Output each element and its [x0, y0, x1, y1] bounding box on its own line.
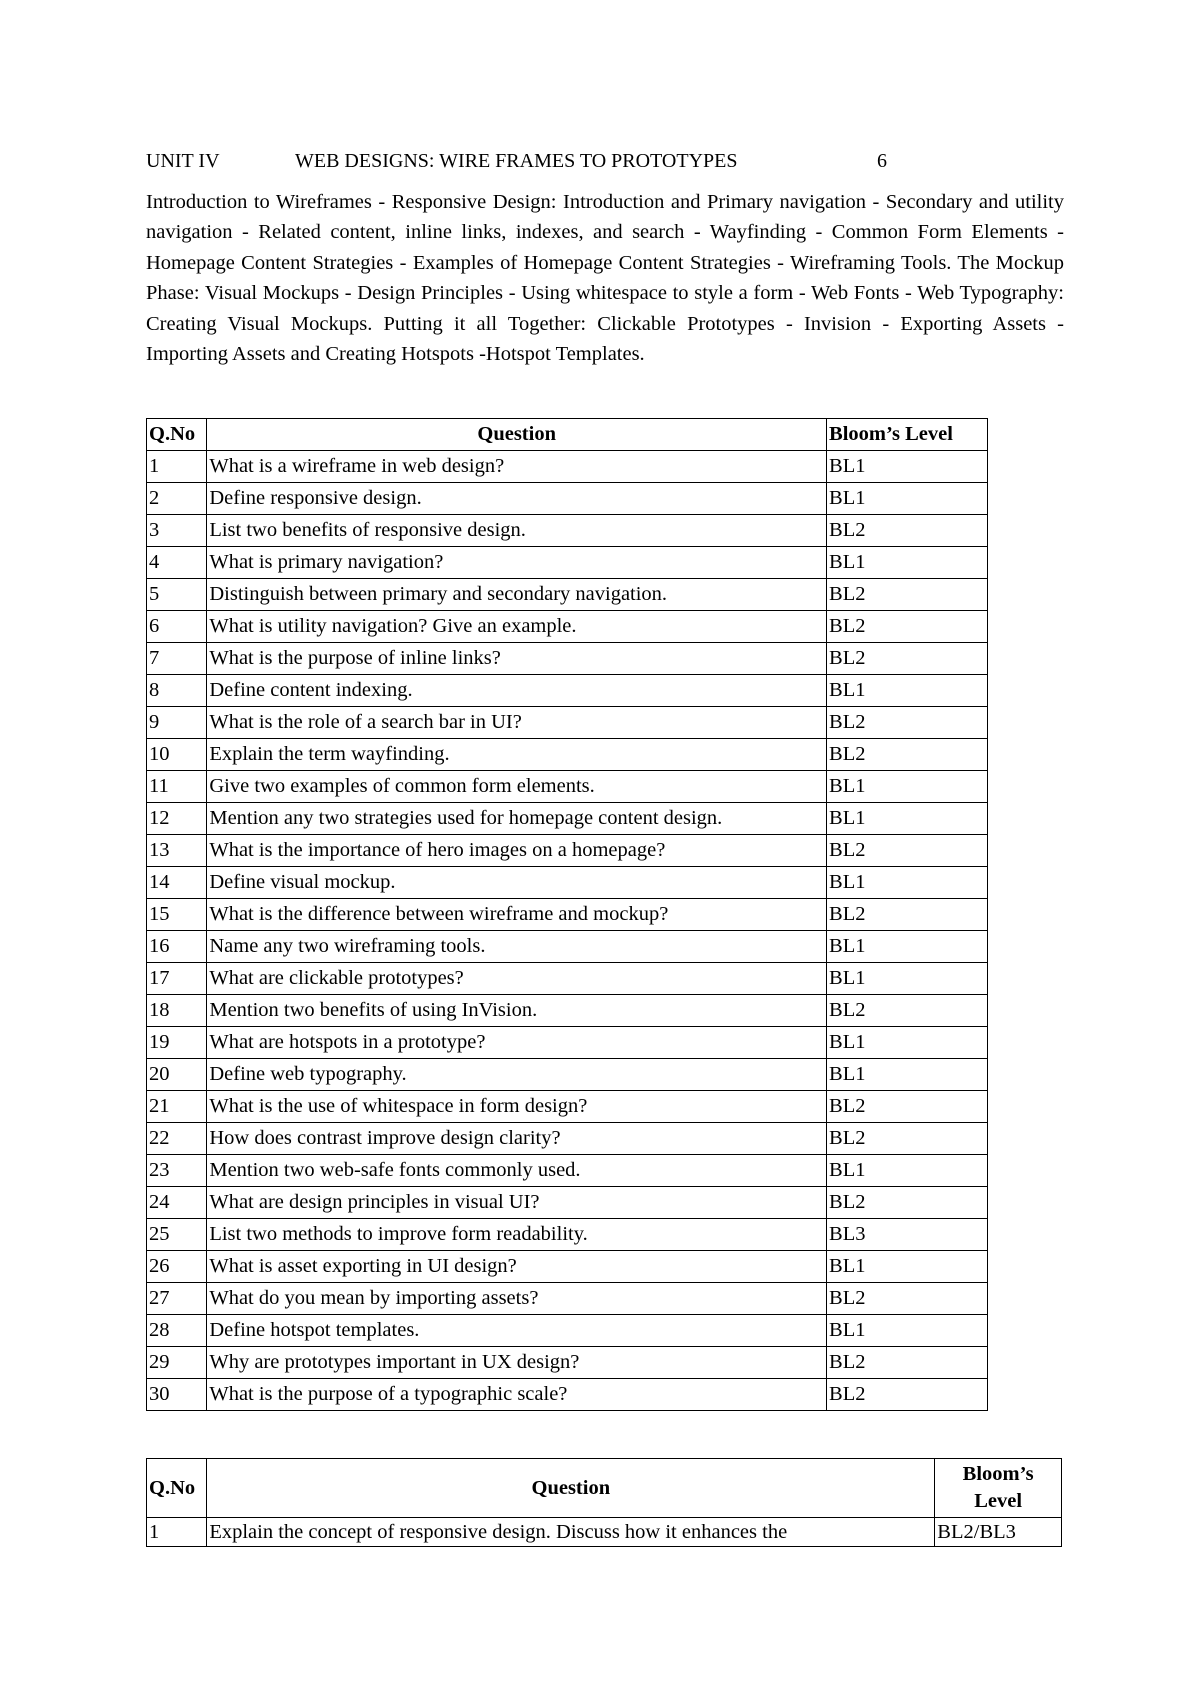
cell-question: What are hotspots in a prototype? — [207, 1027, 827, 1059]
cell-question: Mention two benefits of using InVision. — [207, 995, 827, 1027]
table-row — [147, 1187, 988, 1219]
cell-blooms-level: BL1 — [827, 771, 988, 803]
cell-qno: 18 — [147, 995, 207, 1027]
cell-question: List two methods to improve form readability. — [207, 1219, 827, 1251]
header-question: Question — [207, 1459, 935, 1518]
cell-blooms-level: BL1 — [827, 1315, 988, 1347]
cell-blooms-level: BL2 — [827, 899, 988, 931]
cell-question: What are design principles in visual UI? — [207, 1187, 827, 1219]
cell-question: What is the role of a search bar in UI? — [207, 707, 827, 739]
cell-qno: 3 — [147, 515, 207, 547]
cell-blooms-level: BL1 — [827, 483, 988, 515]
cell-blooms-level: BL1 — [827, 1027, 988, 1059]
table-row — [147, 1379, 988, 1411]
cell-question: List two benefits of responsive design. — [207, 515, 827, 547]
header-blooms-level: Bloom’s Level — [827, 419, 988, 451]
table-row — [147, 739, 988, 771]
cell-blooms-level: BL2 — [827, 835, 988, 867]
table-row — [147, 451, 988, 483]
cell-blooms-level: BL2/BL3 — [935, 1518, 1062, 1547]
table-row — [147, 675, 988, 707]
cell-blooms-level: BL3 — [827, 1219, 988, 1251]
table-row — [147, 643, 988, 675]
table-row — [147, 771, 988, 803]
cell-qno: 29 — [147, 1347, 207, 1379]
unit-hours: 6 — [877, 150, 887, 172]
table-row — [147, 899, 988, 931]
cell-question: What do you mean by importing assets? — [207, 1283, 827, 1315]
table-row — [147, 867, 988, 899]
cell-qno: 12 — [147, 803, 207, 835]
cell-qno: 16 — [147, 931, 207, 963]
cell-question: What is the use of whitespace in form design? — [207, 1091, 827, 1123]
cell-question: Give two examples of common form elements. — [207, 771, 827, 803]
document-page — [146, 143, 1064, 369]
cell-qno: 6 — [147, 611, 207, 643]
cell-blooms-level: BL2 — [827, 611, 988, 643]
cell-blooms-level: BL1 — [827, 1059, 988, 1091]
cell-blooms-level: BL2 — [827, 579, 988, 611]
table-row — [147, 1347, 988, 1379]
cell-question: What are clickable prototypes? — [207, 963, 827, 995]
cell-blooms-level: BL2 — [827, 1379, 988, 1411]
cell-qno: 25 — [147, 1219, 207, 1251]
cell-qno: 1 — [147, 1518, 207, 1547]
cell-qno: 24 — [147, 1187, 207, 1219]
cell-qno: 14 — [147, 867, 207, 899]
unit-header — [146, 143, 1064, 179]
table-row — [147, 1155, 988, 1187]
cell-qno: 22 — [147, 1123, 207, 1155]
header-question: Question — [207, 419, 827, 451]
short-questions-body — [147, 451, 988, 1411]
table-row — [147, 515, 988, 547]
cell-blooms-level: BL2 — [827, 515, 988, 547]
cell-qno: 1 — [147, 451, 207, 483]
table-row — [147, 1219, 988, 1251]
long-questions-body — [147, 1518, 1062, 1547]
table-row — [147, 835, 988, 867]
syllabus-paragraph: Introduction to Wireframes - Responsive Design: Introduction and Primary navigation - Secondary and utility navigation - Related content, inline links, indexes, and search - Wayfinding - Common Form Elements - Homepage Content Strategies - Examples of Homepage Content Strategies - Wireframing Tools. The Mockup Phase: Visual Mockups - Design Principles - Using whitespace to style a form - Web Fonts - Web Typography: Creating Visual Mockups. Putting it all Together: Clickable Prototypes - Invision - Exporting Assets - Importing Assets and Creating Hotspots -Hotspot Templates. — [146, 191, 1064, 366]
cell-blooms-level: BL1 — [827, 1155, 988, 1187]
cell-qno: 2 — [147, 483, 207, 515]
table-row — [147, 1091, 988, 1123]
long-questions-table — [146, 1458, 1062, 1547]
table-row — [147, 931, 988, 963]
table-row — [147, 611, 988, 643]
short-questions-table — [146, 418, 988, 1411]
header-blooms-level: Bloom’s Level — [935, 1459, 1062, 1518]
cell-question: Define content indexing. — [207, 675, 827, 707]
cell-qno: 11 — [147, 771, 207, 803]
cell-question: Explain the term wayfinding. — [207, 739, 827, 771]
cell-blooms-level: BL1 — [827, 867, 988, 899]
table-row — [147, 963, 988, 995]
cell-question: Why are prototypes important in UX design? — [207, 1347, 827, 1379]
table-row — [147, 1123, 988, 1155]
cell-question: What is the purpose of a typographic scale? — [207, 1379, 827, 1411]
cell-blooms-level: BL1 — [827, 675, 988, 707]
cell-qno: 23 — [147, 1155, 207, 1187]
table-row — [147, 1027, 988, 1059]
cell-question: Mention two web-safe fonts commonly used. — [207, 1155, 827, 1187]
table-row — [147, 1518, 1062, 1547]
cell-blooms-level: BL2 — [827, 1123, 988, 1155]
cell-blooms-level: BL2 — [827, 707, 988, 739]
cell-qno: 28 — [147, 1315, 207, 1347]
cell-question: What is the purpose of inline links? — [207, 643, 827, 675]
cell-question: Mention any two strategies used for homepage content design. — [207, 803, 827, 835]
cell-blooms-level: BL2 — [827, 1347, 988, 1379]
cell-question: Define responsive design. — [207, 483, 827, 515]
cell-qno: 17 — [147, 963, 207, 995]
header-qno: Q.No — [147, 419, 207, 451]
unit-label: UNIT IV — [146, 150, 220, 172]
table-row — [147, 995, 988, 1027]
table-row — [147, 707, 988, 739]
cell-blooms-level: BL1 — [827, 451, 988, 483]
cell-question: What is primary navigation? — [207, 547, 827, 579]
cell-question: Explain the concept of responsive design. Discuss how it enhances the — [207, 1518, 935, 1547]
cell-qno: 9 — [147, 707, 207, 739]
table-row — [147, 579, 988, 611]
cell-qno: 30 — [147, 1379, 207, 1411]
cell-blooms-level: BL2 — [827, 1091, 988, 1123]
unit-title: WEB DESIGNS: WIRE FRAMES TO PROTOTYPES — [295, 150, 738, 172]
cell-question: How does contrast improve design clarity? — [207, 1123, 827, 1155]
cell-qno: 5 — [147, 579, 207, 611]
cell-blooms-level: BL1 — [827, 963, 988, 995]
cell-question: What is utility navigation? Give an example. — [207, 611, 827, 643]
cell-blooms-level: BL1 — [827, 803, 988, 835]
table-row — [147, 1251, 988, 1283]
table-row — [147, 1059, 988, 1091]
table-row — [147, 1315, 988, 1347]
cell-qno: 15 — [147, 899, 207, 931]
cell-question: Define visual mockup. — [207, 867, 827, 899]
cell-blooms-level: BL2 — [827, 1283, 988, 1315]
cell-question: Define web typography. — [207, 1059, 827, 1091]
cell-qno: 4 — [147, 547, 207, 579]
cell-question: What is a wireframe in web design? — [207, 451, 827, 483]
table-row — [147, 483, 988, 515]
table-header-row — [147, 1459, 1062, 1518]
cell-question: Distinguish between primary and secondary navigation. — [207, 579, 827, 611]
table-row — [147, 1283, 988, 1315]
cell-qno: 26 — [147, 1251, 207, 1283]
table-row — [147, 803, 988, 835]
table-header-row — [147, 419, 988, 451]
table-row — [147, 547, 988, 579]
cell-question: What is asset exporting in UI design? — [207, 1251, 827, 1283]
cell-blooms-level: BL2 — [827, 643, 988, 675]
cell-qno: 21 — [147, 1091, 207, 1123]
cell-question: What is the importance of hero images on a homepage? — [207, 835, 827, 867]
cell-blooms-level: BL2 — [827, 1187, 988, 1219]
cell-blooms-level: BL2 — [827, 739, 988, 771]
cell-blooms-level: BL1 — [827, 547, 988, 579]
cell-qno: 20 — [147, 1059, 207, 1091]
cell-question: Name any two wireframing tools. — [207, 931, 827, 963]
cell-blooms-level: BL1 — [827, 931, 988, 963]
cell-question: Define hotspot templates. — [207, 1315, 827, 1347]
cell-qno: 8 — [147, 675, 207, 707]
cell-qno: 10 — [147, 739, 207, 771]
cell-qno: 7 — [147, 643, 207, 675]
header-qno: Q.No — [147, 1459, 207, 1518]
cell-blooms-level: BL1 — [827, 1251, 988, 1283]
cell-qno: 19 — [147, 1027, 207, 1059]
cell-qno: 13 — [147, 835, 207, 867]
cell-qno: 27 — [147, 1283, 207, 1315]
cell-blooms-level: BL2 — [827, 995, 988, 1027]
cell-question: What is the difference between wireframe and mockup? — [207, 899, 827, 931]
